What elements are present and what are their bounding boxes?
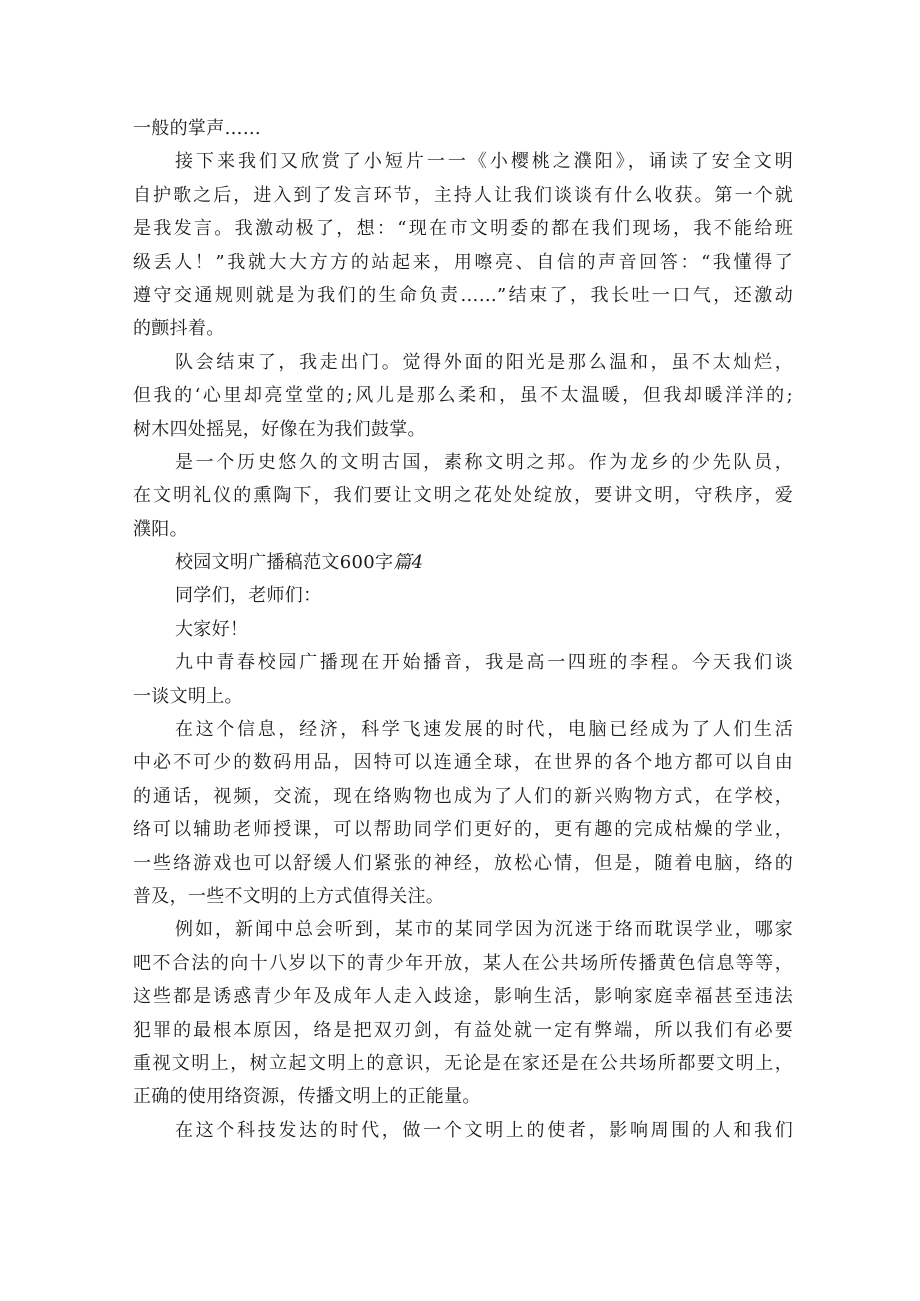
text-line (133, 1014, 793, 1047)
line-text: 九中青春校园广播现在开始播音，我是高一四班的李程。今天我们谈 (175, 652, 793, 674)
section-heading (133, 546, 793, 579)
line-text: 普及，一些不文明的上方式值得关注。 (133, 885, 445, 907)
text-line (133, 1047, 793, 1080)
line-text: 自护歌之后，进入到了发言环节，主持人让我们谈谈有什么收获。第一个就 (133, 184, 793, 206)
line-text: 同学们，老师们： (175, 585, 322, 607)
line-text: 级丢人！”我就大大方方的站起来，用嚓亮、自信的声音回答：“我懂得了 (133, 251, 793, 273)
line-text: 濮阳。 (133, 518, 188, 540)
text-line (133, 279, 793, 312)
text-line (133, 212, 793, 245)
heading-suffix: 篇4 (393, 552, 424, 574)
text-line (133, 980, 793, 1013)
line-text: 例如，新闻中总会听到，某市的某同学因为沉迷于络而耽误学业，哪家 (175, 919, 793, 941)
text-line (133, 413, 793, 446)
line-text: 中必不可少的数码用品，因特可以连通全球，在世界的各个地方都可以自由 (133, 752, 793, 774)
line-text: 校园文明广播稿范文600字 (175, 552, 394, 574)
text-line (133, 479, 793, 512)
text-line (133, 680, 793, 713)
line-text: 络可以辅助老师授课，可以帮助同学们更好的，更有趣的完成枯燥的学业， (133, 819, 793, 841)
line-text: 是一个历史悠久的文明古国，素称文明之邦。作为龙乡的少先队员， (175, 451, 793, 473)
line-text: 的颤抖着。 (133, 318, 225, 340)
text-line (133, 880, 793, 913)
line-text: 在这个科技发达的时代，做一个文明上的使者，影响周围的人和我们 (175, 1119, 793, 1141)
text-line (133, 312, 793, 345)
line-text: 吧不合法的向十八岁以下的青少年开放，某人在公共场所传播黄色信息等等， (133, 952, 793, 974)
line-text: 一谈文明上。 (133, 685, 243, 707)
text-line (133, 713, 793, 746)
text-line (133, 813, 793, 846)
line-text: 的通话，视频，交流，现在络购物也成为了人们的新兴购物方式，在学校， (133, 785, 793, 807)
line-text: 正确的使用络资源，传播文明上的正能量。 (133, 1086, 481, 1108)
text-line (133, 346, 793, 379)
line-text: 队会结束了，我走出门。觉得外面的阳光是那么温和，虽不太灿烂， (175, 351, 793, 373)
line-text: 一般的掌声…… (133, 118, 262, 139)
text-line (133, 646, 793, 679)
line-text: 是我发言。我激动极了，想：“现在市文明委的都在我们现场，我不能给班 (133, 218, 793, 240)
line-text: 遵守交通规则就是为我们的生命负责……”结束了，我长吐一口气，还激动 (133, 284, 793, 306)
text-line (133, 847, 793, 880)
text-line (133, 379, 793, 412)
line-text: 大家好！ (175, 618, 249, 640)
line-text: 一些络游戏也可以舒缓人们紧张的神经，放松心情，但是，随着电脑，络的 (133, 852, 793, 874)
text-line (133, 446, 793, 479)
line-text: 在这个信息，经济，科学飞速发展的时代，电脑已经成为了人们生活 (175, 719, 793, 741)
text-line (133, 780, 793, 813)
line-text: 在文明礼仪的熏陶下，我们要让文明之花处处绽放，要讲文明，守秩序，爱 (133, 485, 793, 507)
document-body (133, 112, 793, 1147)
text-line (133, 513, 793, 546)
line-text: 重视文明上，树立起文明上的意识，无论是在家还是在公共场所都要文明上， (133, 1052, 793, 1074)
text-line (133, 613, 793, 646)
text-line (133, 246, 793, 279)
text-line (133, 1080, 793, 1113)
line-text: 犯罪的最根本原因，络是把双刃剑，有益处就一定有弊端，所以我们有必要 (133, 1019, 793, 1041)
text-line (133, 579, 793, 612)
text-line (133, 112, 793, 145)
text-line (133, 1114, 793, 1147)
text-line (133, 913, 793, 946)
line-text: 这些都是诱惑青少年及成年人走入歧途，影响生活，影响家庭幸福甚至违法 (133, 986, 793, 1008)
text-line (133, 145, 793, 178)
text-line (133, 746, 793, 779)
text-line (133, 947, 793, 980)
text-line (133, 179, 793, 212)
line-text: 但我的‘心里却亮堂堂的;风儿是那么柔和，虽不太温暖，但我却暖洋洋的; (133, 385, 793, 407)
line-text: 树木四处摇晃，好像在为我们鼓掌。 (133, 418, 426, 440)
line-text: 接下来我们又欣赏了小短片一一《小樱桃之濮阳》，诵读了安全文明 (175, 151, 793, 173)
